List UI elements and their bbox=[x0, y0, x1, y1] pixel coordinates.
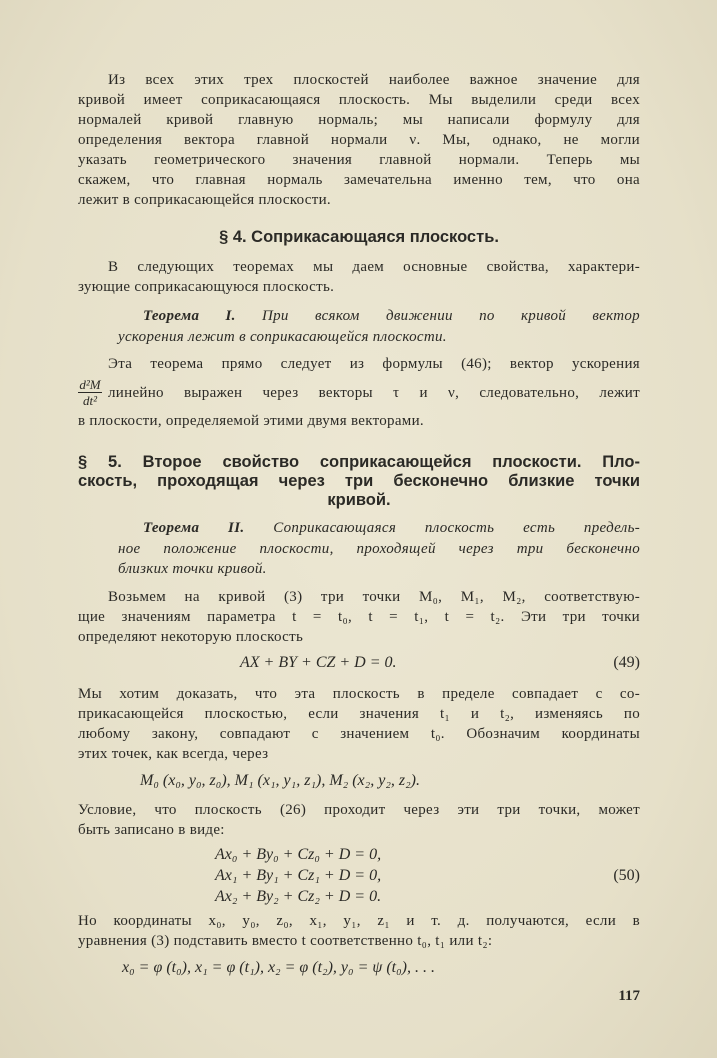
theorem-2-line: близких точки кривой. bbox=[118, 561, 267, 577]
section-5-heading: § 5. Второе свойство соприкасающейся плоскости. Пло- bbox=[78, 453, 640, 471]
points-equation: M₀ (x₀, y₀, z₀), M₁ (x₁, y₁, z₁), M₂ (x₂, y₂, z₂). bbox=[140, 772, 420, 789]
text-line: линейно выражен через векторы τ и ν, следовательно, лежит bbox=[108, 385, 640, 401]
text-line: определяют некоторую плоскость bbox=[78, 629, 304, 645]
text-line: в плоскости, определяемой этими двумя векторами. bbox=[78, 413, 424, 429]
theorem-2-line: ное положение плоскости, проходящей через три бесконечно bbox=[118, 541, 640, 557]
text-line: Из всех этих трех плоскостей наиболее важное значение для bbox=[108, 72, 640, 88]
equation-50-line: Ax₁ + By₁ + Cz₁ + D = 0, bbox=[215, 867, 382, 884]
text-line: Условие, что плоскость (26) проходит через эти три точки, может bbox=[78, 802, 640, 818]
fraction-numerator: d²M bbox=[79, 377, 101, 392]
equation-50-line: Ax₂ + By₂ + Cz₂ + D = 0. bbox=[215, 888, 382, 905]
text-line: Возьмем на кривой (3) три точки M₀, M₁, M₂, соответствую- bbox=[108, 589, 640, 605]
text-line: уравнения (3) подставить вместо t соответственно t₀, t₁ или t₂: bbox=[78, 933, 493, 949]
text-line: Но координаты x₀, y₀, z₀, x₁, y₁, z₁ и т. д. получаются, если в bbox=[78, 913, 640, 929]
equation-49-number: (49) bbox=[613, 654, 640, 671]
theorem-2-line bbox=[143, 518, 640, 538]
page-number: 117 bbox=[618, 988, 640, 1004]
section-5-heading: скость, проходящая через три бесконечно близкие точки bbox=[78, 472, 640, 490]
theorem-2-label: Теорема II. bbox=[143, 520, 245, 536]
text-line: Эта теорема прямо следует из формулы (46); вектор ускорения bbox=[108, 356, 640, 372]
theorem-1-line: ускорения лежит в соприкасающейся плоскости. bbox=[118, 329, 447, 345]
text-line: любому закону, совпадают с значением t₀. Обозначим координаты bbox=[78, 726, 640, 742]
text-line: лежит в соприкасающейся плоскости. bbox=[78, 192, 331, 208]
fraction-denominator: dt² bbox=[82, 393, 97, 408]
theorem-1-text: При всяком движении по кривой вектор bbox=[261, 308, 640, 324]
section-5-heading: кривой. bbox=[327, 491, 391, 509]
text-line: указать геометрического значения главной нормали. Теперь мы bbox=[78, 152, 640, 168]
text-line: скажем, что главная нормаль замечательна именно тем, что она bbox=[78, 172, 640, 188]
equation-50-number: (50) bbox=[613, 867, 640, 884]
text-line: В следующих теоремах мы даем основные свойства, характери- bbox=[108, 259, 640, 275]
text-line: кривой имеет соприкасающаяся плоскость. Мы выделили среди всех bbox=[78, 92, 640, 108]
text-line: нормалей кривой главную нормаль; мы написали формулу для bbox=[78, 112, 640, 128]
text-line: Мы хотим доказать, что эта плоскость в пределе совпадает с со- bbox=[78, 686, 640, 702]
equation-50-line: Ax₀ + By₀ + Cz₀ + D = 0, bbox=[215, 846, 382, 863]
equation-49: AX + BY + CZ + D = 0. bbox=[240, 654, 397, 671]
theorem-1-label: Теорема I. bbox=[143, 308, 236, 324]
text-line: этих точек, как всегда, через bbox=[78, 746, 269, 762]
text-line: быть записано в виде: bbox=[78, 822, 225, 838]
text-line: щие значениям параметра t = t₀, t = t₁, t = t₂. Эти три точки bbox=[78, 609, 640, 625]
acceleration-fraction bbox=[78, 378, 102, 407]
parametric-equations: x₀ = φ (t₀), x₁ = φ (t₁), x₂ = φ (t₂), y₀ = ψ (t₀), . . . bbox=[122, 959, 435, 976]
section-4-heading: § 4. Соприкасающаяся плоскость. bbox=[219, 228, 499, 246]
theorem-1-line bbox=[143, 306, 640, 326]
theorem-2-text: Соприкасающаяся плоскость есть предель- bbox=[273, 520, 640, 536]
text-line: определения вектора главной нормали ν. Мы, однако, не могли bbox=[78, 132, 640, 148]
text-line: зующие соприкасающуюся плоскость. bbox=[78, 279, 335, 295]
text-line: прикасающейся плоскостью, если значения t₁ и t₂, изменяясь по bbox=[78, 706, 640, 722]
